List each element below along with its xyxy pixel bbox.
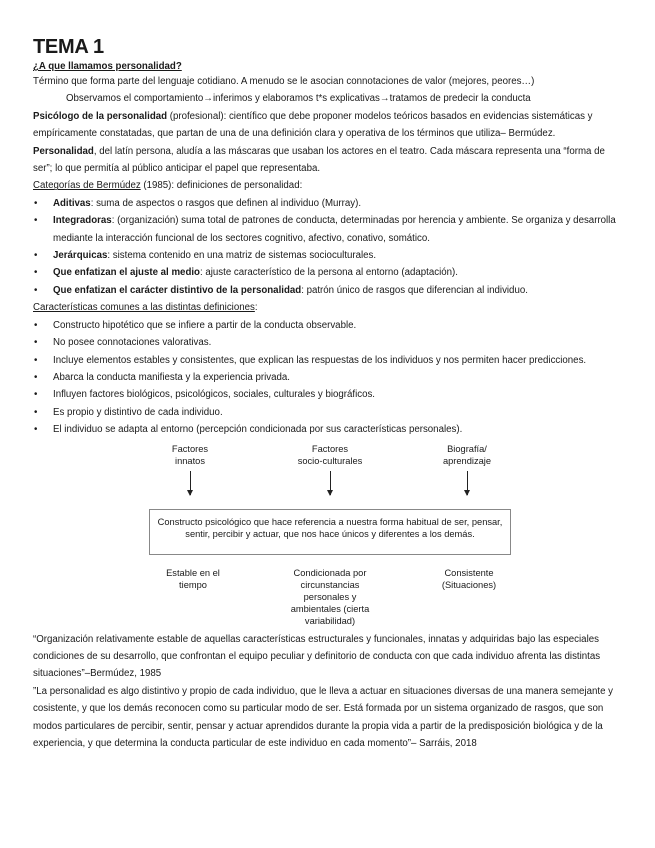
item-term: Que enfatizan el carácter distintivo de la personalidad [53, 284, 302, 296]
bullet-icon: • [34, 250, 38, 262]
list-item [33, 282, 623, 299]
categorias-heading-text: Categorías de Bermúdez [33, 180, 141, 192]
quotes-section [33, 631, 623, 753]
item-text: Abarca la conducta manifiesta y la experiencia privada. [53, 371, 290, 383]
list-item [33, 352, 623, 369]
bullet-icon: • [34, 406, 38, 418]
diagram-factor-innatos [145, 443, 235, 467]
page-title: TEMA 1 [33, 36, 104, 58]
list-item [33, 404, 623, 421]
item-text: Incluye elementos estables y consistentes, que explican las respuestas de los individuos y nos permiten hacer predicciones. [53, 354, 587, 366]
list-item [33, 386, 623, 403]
bullet-icon: • [34, 319, 38, 331]
categorias-heading [33, 177, 623, 194]
observation-line: Observamos el comportamiento→inferimos y elaboramos t*s explicativas→tratamos de predecir la conducta [66, 93, 531, 105]
list-item [33, 264, 623, 281]
psicologo-term: Psicólogo de la personalidad [33, 110, 168, 122]
diagram-outcome-condicionada: Condicionada por circunstancias personales y ambientales (cierta variabilidad) [290, 567, 370, 626]
caracteristicas-heading-text: Características comunes a las distintas definiciones [33, 302, 255, 314]
diagram-factor-line: socio-culturales [297, 455, 363, 466]
arrow-down-icon [190, 471, 191, 495]
intro-paragraph: Término que forma parte del lenguaje cotidiano. A menudo se le asocian connotaciones de valor (mejores, peores…) [33, 76, 535, 87]
categorias-list [33, 195, 623, 299]
bullet-icon: • [34, 284, 38, 296]
personality-diagram [33, 443, 623, 631]
diagram-factor-biografia [422, 443, 512, 467]
item-text: No posee connotaciones valorativas. [53, 337, 212, 349]
list-item [33, 317, 623, 334]
item-term: Jerárquicas [53, 250, 108, 262]
item-term: Que enfatizan el ajuste al medio [53, 267, 200, 279]
item-term: Aditivas [53, 197, 91, 209]
item-text: Constructo hipotético que se infiere a partir de la conducta observable. [53, 319, 357, 331]
personalidad-term: Personalidad [33, 145, 94, 157]
diagram-factor-line: Factores [311, 443, 349, 454]
bullet-icon: • [34, 267, 38, 279]
list-item [33, 212, 623, 247]
quote-sarrais: ”La personalidad es algo distintivo y propio de cada individuo, que le lleva a actuar en situaciones diversas de una manera semejante y cosistente, y que los demás reconocen como su particular modo de ser. Está formada por un sistema organizado de rasgos, que son modos particulares de percibir, sentir, pensar y actuar aprendidos durante la propia vida a partir de la predisposición biológica y de la experiencia, y que determina la conducta particular de este individuo en cada momento”– Sarráis, 2018 [33, 685, 613, 749]
section-subtitle: ¿A que llamamos personalidad? [33, 61, 182, 72]
arrow-down-icon [330, 471, 331, 495]
bullet-icon: • [34, 354, 38, 366]
list-item [33, 421, 623, 438]
psicologo-text: (profesional): científico que debe proponer modelos teóricos basados en evidencias sistemáticas y empíricamente constatadas, que partan de una de una definición clara y operativa de los términos que utiliza– Bermúdez. [33, 110, 593, 140]
document-page [33, 36, 623, 752]
caracteristicas-heading [33, 299, 623, 316]
item-text: : (organización) suma total de patrones de conducta, determinadas por herencia y ambiente. Se organiza y desarrolla mediante la interacción funcional de los sectores cognitivo, afectivo, conativo, somático. [53, 215, 616, 244]
bullet-icon: • [34, 337, 38, 349]
item-text: : suma de aspectos o rasgos que definen al individuo (Murray). [90, 197, 362, 209]
arrow-down-icon [467, 471, 468, 495]
bullet-icon: • [34, 424, 38, 436]
psicologo-paragraph [33, 108, 623, 143]
caracteristicas-list [33, 317, 623, 439]
list-item [33, 334, 623, 351]
list-item [33, 195, 623, 212]
list-item [33, 369, 623, 386]
diagram-outcome-estable: Estable en el tiempo [166, 567, 220, 590]
caracteristicas-heading-rest: : [254, 302, 258, 314]
personalidad-text: , del latín persona, aludía a las máscaras que usaban los actores en el teatro. Cada máscara representa una “forma de ser”; lo que permitía al público anticipar el papel que representaba. [33, 145, 605, 175]
personalidad-paragraph [33, 143, 623, 178]
item-text: : patrón único de rasgos que diferencian al individuo. [301, 284, 528, 296]
diagram-central-box: Constructo psicológico que hace referencia a nuestra forma habitual de ser, pensar, sentir, percibir y actuar, que nos hace únicos y diferentes a los demás. [149, 509, 511, 555]
diagram-factor-line: Biografía/ [447, 443, 487, 454]
item-text: El individuo se adapta al entorno (percepción condicionada por sus características personales). [53, 424, 463, 436]
bullet-icon: • [34, 389, 38, 401]
item-term: Integradoras [53, 215, 112, 227]
list-item [33, 247, 623, 264]
bullet-icon: • [34, 371, 38, 383]
bullet-icon: • [34, 197, 38, 209]
bullet-icon: • [34, 215, 38, 227]
diagram-outcome-consistente: Consistente (Situaciones) [441, 567, 497, 590]
diagram-factor-line: innatos [175, 455, 205, 466]
item-text: : sistema contenido en una matriz de sistemas socioculturales. [107, 250, 377, 262]
item-text: Es propio y distintivo de cada individuo. [53, 406, 223, 418]
item-text: : ajuste característico de la persona al entorno (adaptación). [199, 267, 458, 279]
quote-bermudez: “Organización relativamente estable de aquellas características estructurales y funcionales, innatas y adquiridas bajo las especiales condiciones de su desarrollo, que confrontan el equipo peculiar y definitorio de conducta con que cada individuo afrenta las distintas situaciones”–Bermúdez, 1985 [33, 633, 601, 680]
diagram-factor-line: aprendizaje [442, 455, 492, 466]
categorias-heading-rest: (1985): definiciones de personalidad: [140, 180, 303, 192]
diagram-factor-line: Factores [171, 443, 209, 454]
diagram-factor-socioculturales [275, 443, 385, 467]
item-text: Influyen factores biológicos, psicológicos, sociales, culturales y biográficos. [53, 389, 376, 401]
